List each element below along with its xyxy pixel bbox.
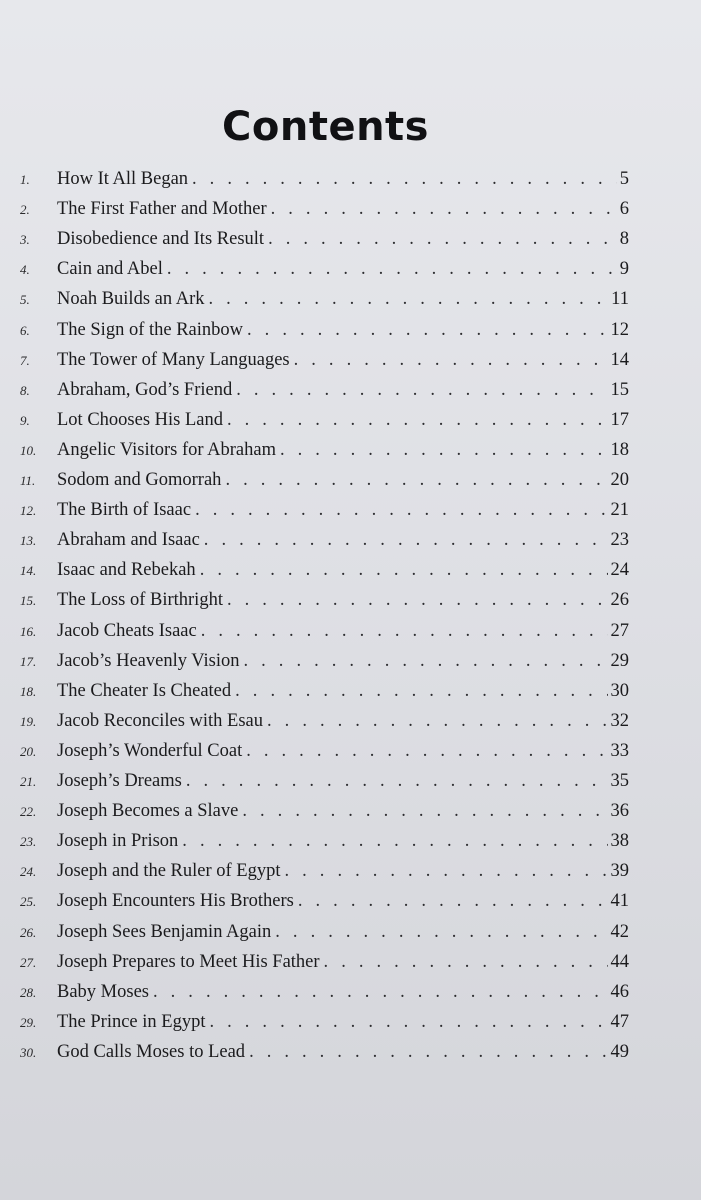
- toc-entry-line: [57, 977, 629, 1007]
- dot-leader: [191, 495, 607, 525]
- toc-entry-title: Jacob Cheats Isaac: [57, 620, 197, 641]
- toc-entry-page-number: 9: [619, 259, 629, 280]
- toc-entry-line: [57, 646, 629, 676]
- dot-leader: [163, 254, 617, 284]
- toc-entry-page-number: 39: [610, 861, 629, 882]
- toc-entry-line: [57, 1037, 629, 1067]
- toc-entry-number: 24.: [20, 864, 37, 880]
- toc-entry-title: Joseph and the Ruler of Egypt: [57, 861, 281, 882]
- dot-leader: [196, 555, 608, 585]
- toc-entry-page-number: 44: [610, 951, 629, 972]
- toc-entry-number: 26.: [20, 924, 37, 940]
- toc-entry-page-number: 35: [610, 771, 629, 791]
- toc-entry-title: The First Father and Mother: [57, 199, 267, 220]
- toc-entry-number: 6.: [20, 322, 30, 338]
- toc-entry-title: Cain and Abel: [57, 259, 163, 280]
- dot-leader: [200, 525, 608, 555]
- toc-entry-title: Joseph Prepares to Meet His Father: [57, 951, 320, 972]
- toc-entry-number: 2.: [20, 202, 30, 218]
- toc-entry-page-number: 46: [610, 981, 629, 1002]
- toc-entry-line: [57, 796, 629, 826]
- toc-entry-title: Noah Builds an Ark: [57, 289, 205, 310]
- toc-entry-line: [57, 465, 629, 495]
- toc-entry-page-number: 5: [619, 169, 629, 189]
- toc-entry-line: [57, 676, 629, 706]
- toc-entry: [0, 405, 701, 435]
- toc-entry-page-number: 49: [610, 1041, 629, 1062]
- toc-entry-title: God Calls Moses to Lead: [57, 1041, 246, 1062]
- toc-entry-number: 28.: [20, 984, 37, 1000]
- dot-leader: [264, 224, 617, 254]
- toc-entry-page-number: 36: [610, 801, 629, 822]
- dot-leader: [290, 345, 608, 375]
- toc-entry-title: Angelic Visitors for Abraham: [57, 439, 276, 460]
- toc-entry-number: 21.: [20, 774, 37, 789]
- dot-leader: [271, 917, 607, 947]
- toc-entry: [0, 345, 701, 375]
- toc-entry: [0, 254, 701, 284]
- toc-entry-number: 30.: [20, 1044, 37, 1060]
- toc-entry-page-number: 20: [610, 470, 629, 490]
- toc-entry-number: 19.: [20, 713, 37, 729]
- dot-leader: [232, 375, 607, 405]
- toc-entry-line: [57, 345, 629, 375]
- toc-entry-number: 5.: [20, 292, 30, 308]
- dot-leader: [221, 465, 607, 495]
- dot-leader: [188, 164, 617, 194]
- toc-entry-number: 22.: [20, 804, 37, 820]
- toc-entry-page-number: 29: [610, 650, 629, 671]
- toc-entry: [0, 375, 701, 405]
- toc-entry: [0, 917, 701, 947]
- toc-entry: [0, 1007, 701, 1037]
- toc-entry-title: Joseph Encounters His Brothers: [57, 891, 294, 912]
- toc-entry: [0, 886, 701, 916]
- toc-entry-line: [57, 947, 629, 977]
- toc-entry-title: Abraham, God’s Friend: [57, 379, 233, 400]
- toc-entry-number: 27.: [20, 954, 37, 970]
- dot-leader: [242, 736, 607, 766]
- toc-entry-line: [57, 194, 629, 224]
- toc-entry-title: Baby Moses: [57, 981, 149, 1002]
- toc-entry-title: Isaac and Rebekah: [57, 560, 196, 581]
- toc-entry: [0, 1037, 701, 1067]
- toc-entry: [0, 585, 701, 615]
- toc-entry-title: Lot Chooses His Land: [57, 409, 223, 430]
- toc-entry-number: 29.: [20, 1014, 37, 1030]
- toc-entry: [0, 315, 701, 345]
- toc-entry-line: [57, 164, 629, 194]
- toc-entry-page-number: 18: [610, 439, 629, 460]
- toc-entry-title: Joseph’s Dreams: [57, 771, 182, 791]
- dot-leader: [263, 706, 607, 736]
- toc-entry: [0, 766, 701, 796]
- toc-entry-title: Joseph Sees Benjamin Again: [57, 921, 272, 942]
- toc-entry-title: Abraham and Isaac: [57, 530, 200, 551]
- toc-entry-page-number: 23: [610, 530, 629, 551]
- dot-leader: [240, 646, 608, 676]
- toc-entry: [0, 465, 701, 495]
- toc-entry: [0, 284, 701, 314]
- dot-leader: [276, 435, 608, 465]
- toc-entry-page-number: 38: [610, 831, 629, 852]
- toc-entry-line: [57, 917, 629, 947]
- toc-entry-page-number: 27: [610, 620, 629, 641]
- toc-entry-line: [57, 435, 629, 465]
- dot-leader: [281, 856, 608, 886]
- toc-entry: [0, 977, 701, 1007]
- toc-entry-number: 23.: [20, 834, 37, 850]
- toc-entry-title: How It All Began: [57, 169, 189, 189]
- toc-entry-number: 1.: [20, 172, 30, 187]
- page-title: Contents: [222, 104, 429, 150]
- toc-entry: [0, 525, 701, 555]
- toc-entry-line: [57, 284, 629, 314]
- toc-entry-title: Joseph’s Wonderful Coat: [57, 740, 243, 761]
- toc-entry: [0, 224, 701, 254]
- toc-entry-number: 14.: [20, 563, 37, 579]
- toc-entry-page-number: 30: [610, 680, 629, 701]
- toc-entry-page-number: 21: [610, 500, 629, 521]
- toc-entry-title: The Tower of Many Languages: [57, 349, 290, 370]
- dot-leader: [223, 405, 608, 435]
- toc-entry-number: 15.: [20, 593, 37, 609]
- toc-entry-number: 16.: [20, 623, 37, 639]
- toc-entry-number: 25.: [20, 894, 37, 910]
- toc-entry-page-number: 14: [610, 349, 629, 370]
- toc-entry-line: [57, 616, 629, 646]
- toc-entry: [0, 164, 701, 194]
- toc-entry: [0, 736, 701, 766]
- toc-entry-title: The Cheater Is Cheated: [57, 680, 232, 701]
- toc-entry-line: [57, 375, 629, 405]
- toc-entry: [0, 947, 701, 977]
- toc-entry-line: [57, 254, 629, 284]
- toc-entry-number: 12.: [20, 503, 37, 519]
- toc-entry-title: Disobedience and Its Result: [57, 229, 265, 250]
- toc-entry-page-number: 12: [610, 319, 629, 340]
- toc-entry-line: [57, 495, 629, 525]
- toc-entry: [0, 676, 701, 706]
- toc-entry: [0, 495, 701, 525]
- dot-leader: [178, 826, 607, 856]
- dot-leader: [204, 284, 608, 314]
- toc-entry-line: [57, 555, 629, 585]
- toc-entry-line: [57, 405, 629, 435]
- toc-entry-page-number: 6: [619, 199, 629, 220]
- toc-entry-line: [57, 826, 629, 856]
- dot-leader: [197, 616, 608, 646]
- toc-entry: [0, 194, 701, 224]
- toc-entry-page-number: 42: [610, 921, 629, 942]
- toc-entry-line: [57, 736, 629, 766]
- toc-entry-title: Joseph Becomes a Slave: [57, 801, 239, 822]
- dot-leader: [238, 796, 607, 826]
- toc-entry-page-number: 11: [611, 289, 629, 310]
- toc-entry-number: 18.: [20, 683, 37, 699]
- toc-entry-page-number: 26: [610, 590, 629, 611]
- toc-entry-line: [57, 706, 629, 736]
- toc-entry-line: [57, 1007, 629, 1037]
- toc-entry-number: 11.: [20, 473, 36, 488]
- toc-entry-line: [57, 224, 629, 254]
- toc-entry-title: Jacob Reconciles with Esau: [57, 710, 264, 731]
- toc-entry: [0, 646, 701, 676]
- toc-entry-page-number: 32: [610, 710, 629, 731]
- toc-entry-number: 17.: [20, 653, 37, 669]
- toc-entry-line: [57, 856, 629, 886]
- toc-entry-number: 3.: [20, 232, 30, 248]
- dot-leader: [320, 947, 608, 977]
- toc-entry-line: [57, 886, 629, 916]
- toc-entry-line: [57, 525, 629, 555]
- toc-entry-title: The Loss of Birthright: [57, 590, 223, 611]
- toc-entry-title: Jacob’s Heavenly Vision: [57, 650, 240, 671]
- toc-entry-page-number: 8: [619, 229, 629, 250]
- dot-leader: [205, 1007, 607, 1037]
- toc-entry-title: Joseph in Prison: [57, 831, 179, 852]
- toc-entry-number: 7.: [20, 352, 30, 368]
- toc-entry-page-number: 47: [610, 1011, 629, 1032]
- toc-entry: [0, 616, 701, 646]
- dot-leader: [294, 886, 608, 916]
- toc-entry-page-number: 24: [610, 560, 629, 581]
- dot-leader: [267, 194, 617, 224]
- toc-entry-title: Sodom and Gomorrah: [57, 470, 222, 490]
- toc-entry-number: 8.: [20, 382, 30, 398]
- toc-entry: [0, 555, 701, 585]
- dot-leader: [231, 676, 607, 706]
- toc-entry: [0, 796, 701, 826]
- toc-entry-number: 4.: [20, 262, 30, 278]
- toc-entry: [0, 856, 701, 886]
- dot-leader: [245, 1037, 607, 1067]
- toc-entry: [0, 706, 701, 736]
- toc-entry-number: 9.: [20, 412, 30, 428]
- dot-leader: [149, 977, 608, 1007]
- dot-leader: [243, 315, 607, 345]
- toc-entry-page-number: 15: [610, 379, 629, 400]
- toc-entry-number: 13.: [20, 533, 37, 549]
- toc-entry-page-number: 41: [610, 891, 629, 912]
- toc-entry-line: [57, 585, 629, 615]
- toc-entry-title: The Birth of Isaac: [57, 500, 192, 521]
- toc-entry-line: [57, 315, 629, 345]
- toc-entry-number: 20.: [20, 743, 37, 759]
- toc-entry-page-number: 33: [610, 740, 629, 761]
- toc-entry: [0, 435, 701, 465]
- toc-entry-number: 10.: [20, 442, 37, 458]
- toc-entry-title: The Sign of the Rainbow: [57, 319, 244, 340]
- toc-entry-page-number: 17: [610, 409, 629, 430]
- dot-leader: [223, 585, 608, 615]
- dot-leader: [182, 766, 608, 796]
- toc-entry-line: [57, 766, 629, 796]
- toc-entry-title: The Prince in Egypt: [57, 1011, 206, 1032]
- toc-entry: [0, 826, 701, 856]
